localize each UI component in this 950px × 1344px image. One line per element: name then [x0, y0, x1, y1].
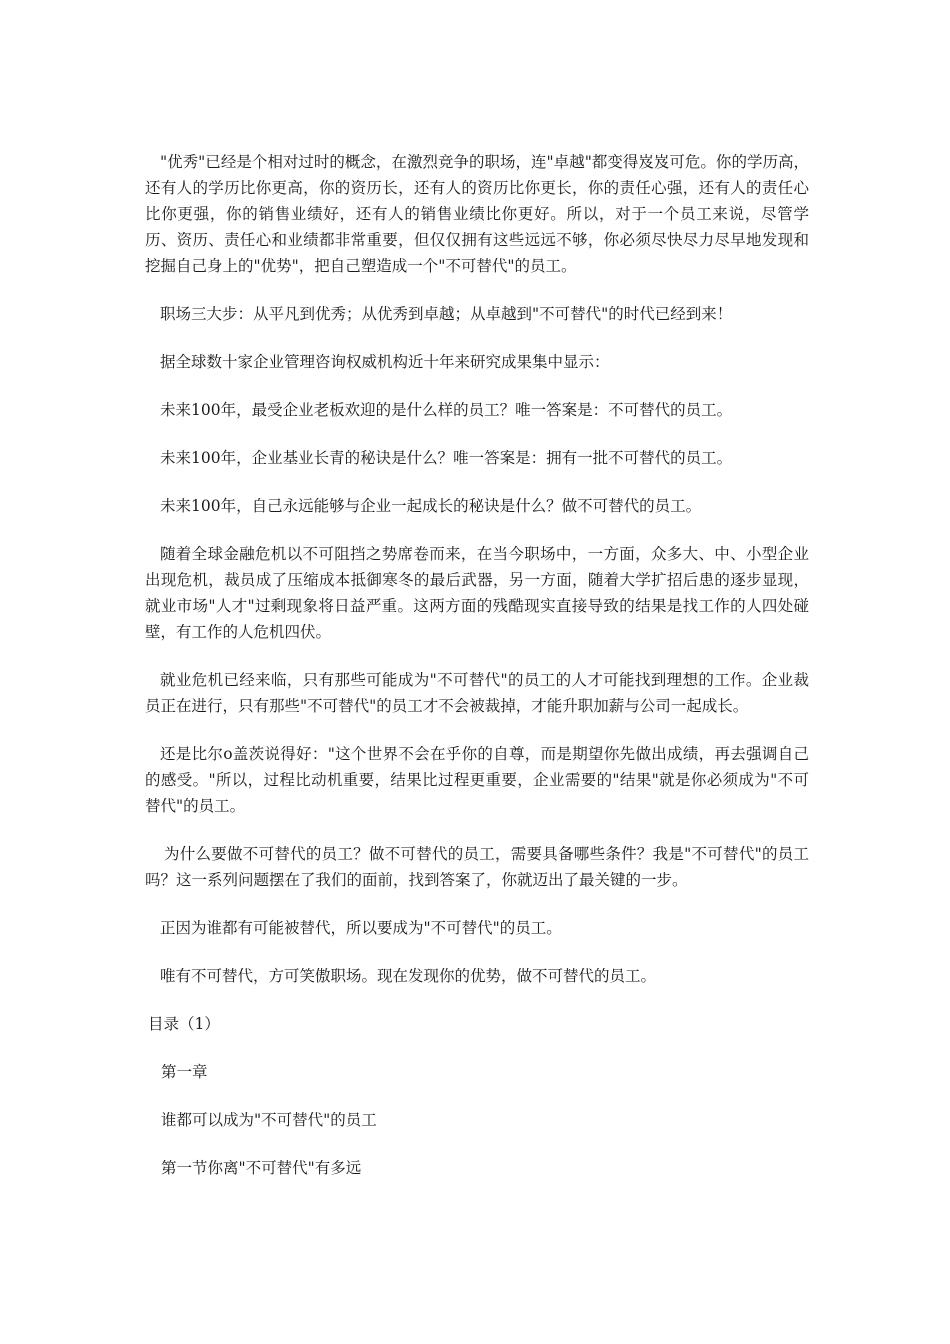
paragraph-financial-crisis: 随着全球金融危机以不可阻挡之势席卷而来，在当今职场中，一方面，众多大、中、小型企业出现危机，裁员成了压缩成本抵御寒冬的最后武器，另一方面，随着大学扩招后患的逐步显现，就业市场"人才"过剩现象将日益严重。这两方面的残酷现实直接导致的结果是找工作的人四处碰壁，有工作的人危机四伏。 [145, 545, 809, 641]
paragraph-three-steps: 职场三大步：从平凡到优秀；从优秀到卓越；从卓越到"不可替代"的时代已经到来！ [160, 305, 733, 323]
paragraph-future-1: 未来100年，最受企业老板欢迎的是什么样的员工？唯一答案是：不可替代的员工。 [160, 401, 733, 419]
paragraph-replaceable: 正因为谁都有可能被替代，所以要成为"不可替代"的员工。 [160, 919, 562, 937]
paragraph-research: 据全球数十家企业管理咨询权威机构近十年来研究成果集中显示： [160, 353, 610, 371]
paragraph-bill-gates-quote: 还是比尔o盖茨说得好："这个世界不会在乎你的自尊，而是期望你先做出成绩，再去强调自己的感受。"所以，过程比动机重要，结果比过程更重要，企业需要的"结果"就是你必须成为"不可替代"的员工。 [145, 745, 809, 815]
paragraph-employment-crisis: 就业危机已经来临，只有那些可能成为"不可替代"的员工的人才可能找到理想的工作。企业裁员正在进行，只有那些"不可替代"的员工才不会被裁掉，才能升职加薪与公司一起成长。 [145, 671, 809, 715]
toc-item-chapter-title: 谁都可以成为"不可替代"的员工 [161, 1111, 377, 1129]
paragraph-future-3: 未来100年，自己永远能够与企业一起成长的秘诀是什么？做不可替代的员工。 [160, 497, 702, 515]
toc-item-chapter: 第一章 [161, 1063, 208, 1081]
toc-title: 目录（1） [148, 1015, 220, 1033]
toc-item-section: 第一节你离"不可替代"有多远 [161, 1159, 362, 1177]
paragraph-conclusion: 唯有不可替代，方可笑傲职场。现在发现你的优势，做不可替代的员工。 [160, 967, 657, 985]
paragraph-intro: "优秀"已经是个相对过时的概念，在激烈竞争的职场，连"卓越"都变得岌岌可危。你的学历高，还有人的学历比你更高，你的资历长，还有人的资历比你更长，你的责任心强，还有人的责任心比你更强，你的销售业绩好，还有人的销售业绩比你更好。所以，对于一个员工来说，尽管学历、资历、责任心和业绩都非常重要，但仅仅拥有这些远远不够，你必须尽快尽力尽早地发现和挖掘自己身上的"优势"，把自己塑造成一个"不可替代"的员工。 [145, 153, 809, 275]
document-body [145, 149, 809, 1203]
paragraph-questions: 为什么要做不可替代的员工？做不可替代的员工，需要具备哪些条件？我是"不可替代"的员工吗？这一系列问题摆在了我们的面前，找到答案了，你就迈出了最关键的一步。 [145, 845, 809, 889]
paragraph-future-2: 未来100年，企业基业长青的秘诀是什么？唯一答案是：拥有一批不可替代的员工。 [160, 449, 733, 467]
